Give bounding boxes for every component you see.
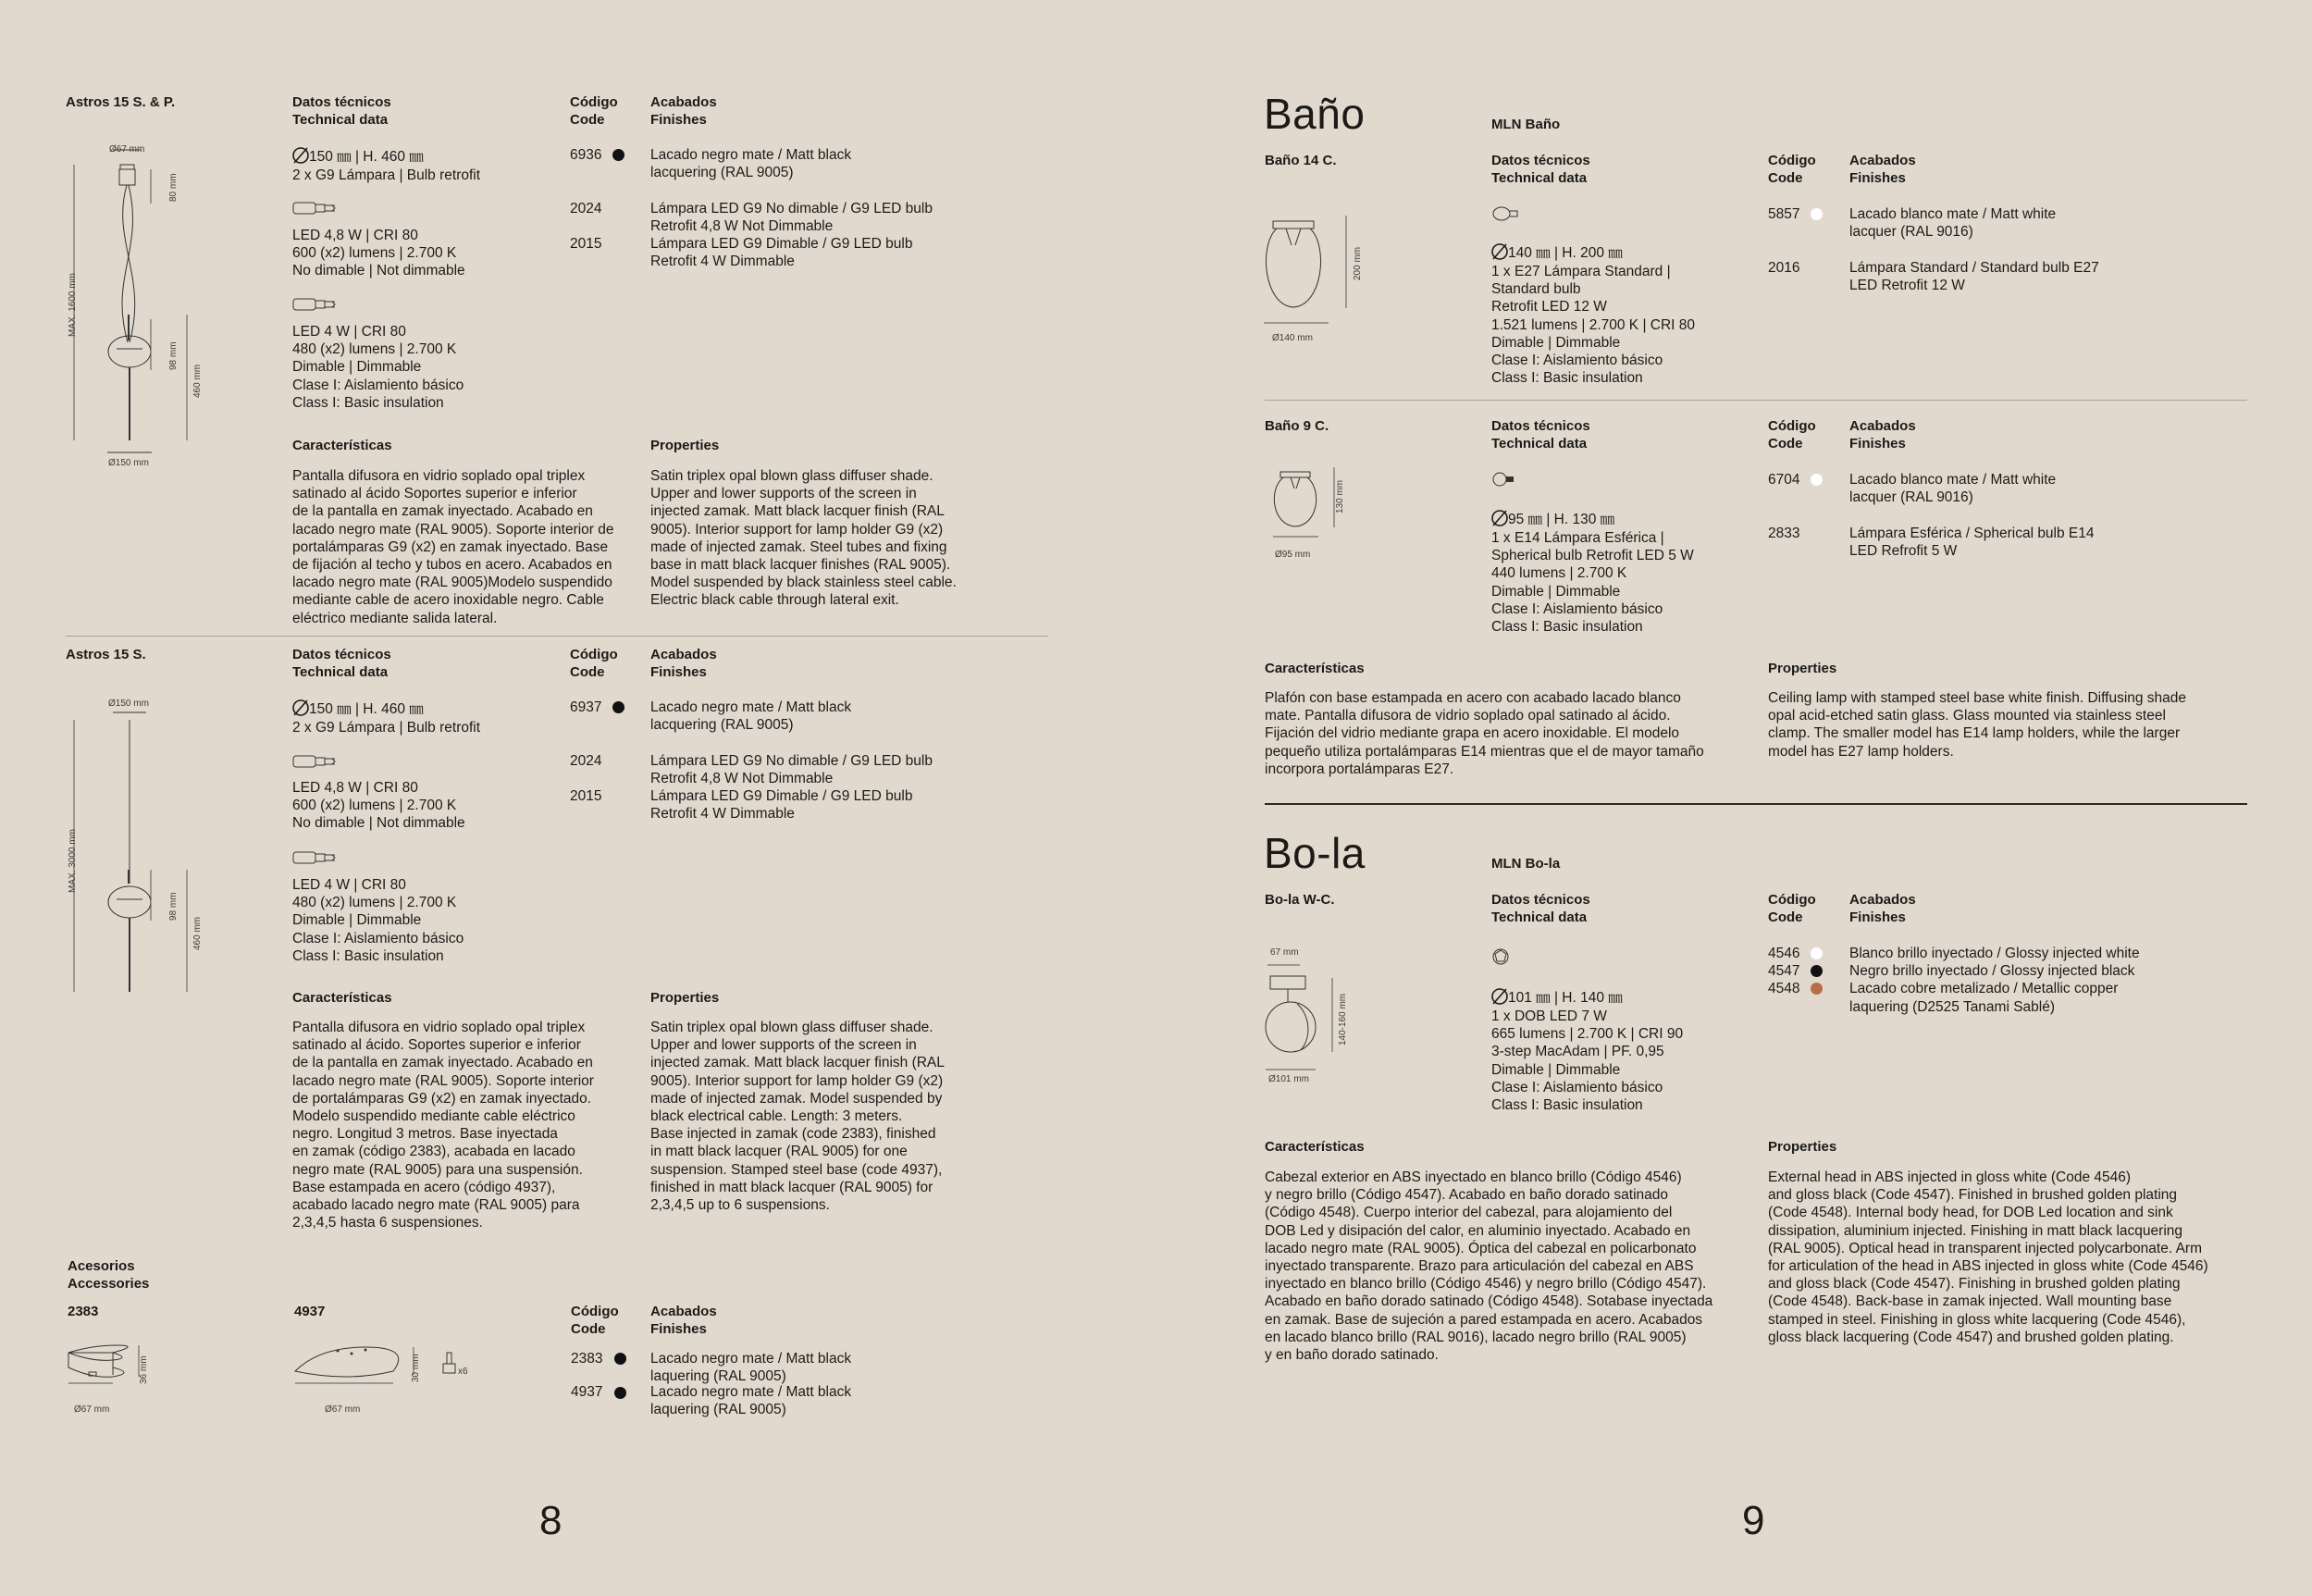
section-title: Bo-la bbox=[1264, 829, 1366, 877]
finish-swatch-black bbox=[612, 149, 624, 161]
properties-text: External head in ABS injected in gloss white (Code 4546) and gloss black (Code 4547). Finished in brushed golden plating (Code 4548). Internal body head, for DOB Led location and sink dissipation, aluminium injected. Finishing in matt black lacquering (RAL 9005). Optical head in transparent injected polycarbonate. Arm for articulation of the head in ABS injected in gloss white (Code 4546) and gloss black (Code 4547). Finishing in brushed golden plating (Code 4548). Back-base in zamak injected. Wall mounting base stamped in steel. Finishing in gloss white lacquering (Code 4546), gloss black lacquering (Code 4547) and brushed golden plating. bbox=[1768, 1169, 2208, 1345]
spec-led-a: LED 4,8 W | CRI 80 600 (x2) lumens | 2.700 K No dimable | Not dimmable bbox=[292, 228, 465, 279]
code: 2024 bbox=[570, 201, 602, 217]
product-name: Bo-la W-C. bbox=[1265, 892, 1335, 908]
spec-led-b: LED 4 W | CRI 80 480 (x2) lumens | 2.700 K Dimable | Dimmable Clase I: Aislamiento básico Class I: Basic insulation bbox=[292, 877, 464, 964]
properties-text: Satin triplex opal blown glass diffuser shade. Upper and lower supports of the screen in injected zamak. Matt black lacquer finish (RAL 9005). Interior support for lamp holder G9 (x2) made of injected zamak. Model suspended by black electrical cable. Length: 3 meters. Base injected in zamak (code 2383), finished in matt black lacquer (RAL 9005) for one suspension. Stamped steel base (code 4937), finished in matt black lacquer (RAL 9005) for 2,3,4,5 up to 6 suspensions. bbox=[650, 1020, 945, 1214]
finishes-heading: Acabados Finishes bbox=[650, 647, 717, 680]
finishes-heading: Acabados Finishes bbox=[650, 94, 717, 128]
code: 4548 bbox=[1768, 981, 1800, 996]
code: 2015 bbox=[570, 236, 602, 252]
code-heading: Código Code bbox=[1768, 418, 1816, 452]
properties-heading: Properties bbox=[1768, 1139, 1837, 1155]
spec-led-a: LED 4,8 W | CRI 80 600 (x2) lumens | 2.700 K No dimable | Not dimmable bbox=[292, 780, 465, 832]
diameter-icon bbox=[292, 699, 309, 716]
finishes-heading: Acabados Finishes bbox=[1849, 892, 1916, 925]
code: 2383 bbox=[571, 1351, 603, 1367]
finish-text: Lacado blanco mate / Matt white lacquer (RAL 9016) bbox=[1849, 206, 2057, 241]
code-heading: Código Code bbox=[1768, 153, 1816, 186]
page-number: 8 bbox=[539, 1498, 563, 1543]
section-divider bbox=[1265, 400, 2247, 401]
base-2383-drawing bbox=[65, 1342, 167, 1406]
diameter-icon bbox=[1491, 988, 1508, 1005]
characteristics-text: Pantalla difusora en vidrio soplado opal triplex satinado al ácido Soportes superior e inferior de la pantalla en zamak inyectado. Acabado en lacado negro mate (RAL 9005). Soporte interior de portalámparas G9 (x2) en zamak inyectado. Base de fijación al techo y tubos en acero. Acabados en lacado negro mate (RAL 9005)Modelo suspendido mediante cable de acero inoxidable negro. Cable eléctrico mediante salida lateral. bbox=[292, 468, 614, 626]
spec-size: 101 ㎜ | H. 140 ㎜ bbox=[1508, 990, 1623, 1006]
finish-swatch-black bbox=[614, 1353, 626, 1365]
properties-text: Satin triplex opal blown glass diffuser shade. Upper and lower supports of the screen in injected zamak. Matt black lacquer finish (RAL 9005). Interior support for lamp holder G9 (x2) made of injected zamak. Steel tubes and fixing base in matt black lacquer finishes (RAL 9005). Model suspended by black stainless steel cable. Electric black cable through lateral exit. bbox=[650, 468, 957, 609]
properties-heading: Properties bbox=[1768, 661, 1837, 676]
spec-size: 150 ㎜ | H. 460 ㎜ bbox=[309, 149, 424, 165]
quantity-label: x6 bbox=[458, 1367, 468, 1377]
code: 2833 bbox=[1768, 526, 1800, 541]
product-name: Baño 14 C. bbox=[1265, 153, 1337, 168]
finish-text: Lámpara Esférica / Spherical bulb E14 LED Refrofit 5 W bbox=[1849, 526, 2095, 560]
code-heading: Código Code bbox=[1768, 892, 1816, 925]
finish-swatch-black bbox=[612, 701, 624, 713]
code: 4547 bbox=[1768, 963, 1800, 979]
dim-width: Ø95 mm bbox=[1275, 550, 1311, 560]
properties-heading: Properties bbox=[650, 990, 720, 1006]
code: 2016 bbox=[1768, 260, 1800, 276]
dim-top: Ø150 mm bbox=[108, 699, 149, 709]
dim-height: 200 mm bbox=[1353, 246, 1363, 280]
finish-text: Lacado negro mate / Matt black laquering (RAL 9005) bbox=[650, 1351, 852, 1385]
tech-heading: Datos técnicos Technical data bbox=[1491, 153, 1590, 186]
dim-height: 36 mm bbox=[139, 1355, 149, 1384]
finishes-heading: Acabados Finishes bbox=[650, 1304, 717, 1337]
accessory-id: 2383 bbox=[68, 1304, 99, 1319]
dim-width: Ø67 mm bbox=[325, 1404, 361, 1415]
dim-max: MAX. 3000 mm bbox=[68, 829, 78, 893]
finish-text: Lámpara LED G9 Dimable / G9 LED bulb Retrofit 4 W Dimmable bbox=[650, 236, 913, 270]
diameter-icon bbox=[1491, 243, 1508, 260]
astros-s-drawing bbox=[56, 703, 213, 999]
dim-c: 460 mm bbox=[192, 364, 203, 398]
section-divider bbox=[1265, 803, 2247, 805]
e14-bulb-icon bbox=[1491, 471, 1521, 488]
finish-swatch-white bbox=[1811, 474, 1823, 486]
tech-heading: Datos técnicos Technical data bbox=[292, 647, 391, 680]
g9-bulb-icon bbox=[292, 754, 339, 769]
g9-bulb-icon bbox=[292, 201, 339, 216]
finish-swatch-white bbox=[1811, 208, 1823, 220]
finish-swatch-black bbox=[1811, 965, 1823, 977]
dim-height: 30 mm bbox=[411, 1354, 421, 1382]
dim-height: 130 mm bbox=[1335, 479, 1345, 513]
g9-bulb-icon bbox=[292, 850, 339, 865]
tech-heading: Datos técnicos Technical data bbox=[292, 94, 391, 128]
spec-led-b: LED 4 W | CRI 80 480 (x2) lumens | 2.700 K Dimable | Dimmable Clase I: Aislamiento básico Class I: Basic insulation bbox=[292, 324, 464, 411]
accessory-id: 4937 bbox=[294, 1304, 326, 1319]
finish-text: Lacado negro mate / Matt black lacquering (RAL 9005) bbox=[650, 699, 852, 734]
dim-b: 98 mm bbox=[168, 341, 179, 370]
finishes-heading: Acabados Finishes bbox=[1849, 153, 1916, 186]
dim-c: 460 mm bbox=[192, 916, 203, 950]
properties-text: Ceiling lamp with stamped steel base white finish. Diffusing shade opal acid-etched satin glass. Glass mounted via stainless steel clamp. The smaller model has E14 lamp holders, while the larger model has E27 lamp holders. bbox=[1768, 690, 2187, 760]
page-number: 9 bbox=[1742, 1498, 1765, 1543]
accessories-heading: Acesorios Accessories bbox=[68, 1258, 150, 1292]
spec-size: 140 ㎜ | H. 200 ㎜ bbox=[1508, 245, 1623, 261]
finish-text: Lacado blanco mate / Matt white lacquer (RAL 9016) bbox=[1849, 472, 2057, 506]
code: 6936 bbox=[570, 147, 602, 163]
finish-text: Lacado negro mate / Matt black laquering (RAL 9005) bbox=[650, 1384, 852, 1418]
code-heading: Código Code bbox=[571, 1304, 619, 1337]
finish-text: Lámpara LED G9 Dimable / G9 LED bulb Retrofit 4 W Dimmable bbox=[650, 788, 913, 823]
finish-swatch-black bbox=[614, 1387, 626, 1399]
characteristics-text: Cabezal exterior en ABS inyectado en blanco brillo (Código 4546) y negro brillo (Código 4547). Acabado en baño dorado satinado (Código 4548). Cuerpo interior del cabezal, para alojamiento del DOB Led y disipación del calor, en aluminio inyectado. Acabado en lacado negro mate (RAL 9005). Óptica del cabezal en policarbonato inyectado transparente. Brazo para articulación del cabezal en ABS inyectado en blanco brillo (Código 4546) y negro brillo (Código 4547). Acabado en baño dorado satinado (Código 4548). Sotabase inyectada en zamak. Base de sujeción a pared estampada en acero. Acabados en lacado blanco brillo (RAL 9016), lacado negro brillo (RAL 9005) y en baño dorado satinado. bbox=[1265, 1169, 1713, 1364]
dim-bottom: Ø150 mm bbox=[108, 458, 149, 468]
code: 4937 bbox=[571, 1384, 603, 1400]
finish-text: Lámpara Standard / Standard bulb E27 LED Retrofit 12 W bbox=[1849, 260, 2099, 294]
diameter-icon bbox=[1491, 510, 1508, 526]
series-name: MLN Baño bbox=[1491, 117, 1561, 132]
code: 2024 bbox=[570, 753, 602, 769]
code: 6937 bbox=[570, 699, 602, 715]
g9-bulb-icon bbox=[292, 297, 339, 312]
finish-text: Lacado negro mate / Matt black lacquering (RAL 9005) bbox=[650, 147, 852, 181]
diameter-icon bbox=[292, 147, 309, 164]
finish-text: Lámpara LED G9 No dimable / G9 LED bulb Retrofit 4,8 W Not Dimmable bbox=[650, 753, 933, 787]
code-heading: Código Code bbox=[570, 94, 618, 128]
dim-top: Ø67 mm bbox=[109, 144, 145, 155]
finish-text: Lámpara LED G9 No dimable / G9 LED bulb Retrofit 4,8 W Not Dimmable bbox=[650, 201, 933, 235]
code: 4546 bbox=[1768, 946, 1800, 961]
dim-width: Ø67 mm bbox=[74, 1404, 110, 1415]
characteristics-heading: Características bbox=[1265, 661, 1365, 676]
code: 2015 bbox=[570, 788, 602, 804]
spec-bulb: 2 x G9 Lámpara | Bulb retrofit bbox=[292, 720, 481, 736]
tech-heading: Datos técnicos Technical data bbox=[1491, 418, 1590, 452]
dob-led-icon bbox=[1491, 947, 1510, 966]
characteristics-text: Pantalla difusora en vidrio soplado opal triplex satinado al ácido. Soportes superior e inferior de la pantalla en zamak inyectado. Acabado en lacado negro mate (RAL 9005). Soporte interior de portalámparas G9 (x2) en zamak inyectado. Modelo suspendido mediante cable eléctrico negro. Longitud 3 metros. Base inyectada en zamak (código 2383), acabada en lacado negro mate (RAL 9005) para una suspensión. Base estampada en acero (código 4937), acabado lacado negro mate (RAL 9005) para 2,3,4,5 hasta 6 suspensiones. bbox=[292, 1020, 594, 1231]
tech-heading: Datos técnicos Technical data bbox=[1491, 892, 1590, 925]
series-name: MLN Bo-la bbox=[1491, 856, 1561, 872]
finish-swatch-copper bbox=[1811, 983, 1823, 995]
dim-b: 98 mm bbox=[168, 892, 179, 921]
e27-bulb-icon bbox=[1491, 205, 1521, 222]
spec-list: 1 x DOB LED 7 W 665 lumens | 2.700 K | CRI 90 3-step MacAdam | PF. 0,95 Dimable | Dimmable Clase I: Aislamiento básico Class I: Basic insulation bbox=[1491, 1008, 1684, 1114]
dim-height: 140-160 mm bbox=[1338, 993, 1348, 1045]
astros-sp-drawing bbox=[56, 139, 213, 490]
code: 5857 bbox=[1768, 206, 1800, 222]
characteristics-heading: Características bbox=[1265, 1139, 1365, 1155]
dim-max: MAX. 1600 mm bbox=[68, 273, 78, 337]
spec-list: 1 x E14 Lámpara Esférica | Spherical bulb Retrofit LED 5 W 440 lumens | 2.700 K Dimable | Dimmable Clase I: Aislamiento básico Class I: Basic insulation bbox=[1491, 530, 1694, 636]
product-name: Astros 15 S. & P. bbox=[66, 94, 176, 110]
finish-swatch-white bbox=[1811, 947, 1823, 959]
characteristics-heading: Características bbox=[292, 990, 392, 1006]
code-heading: Código Code bbox=[570, 647, 618, 680]
dim-width: Ø101 mm bbox=[1268, 1074, 1309, 1084]
product-name: Baño 9 C. bbox=[1265, 418, 1329, 434]
dim-top: 67 mm bbox=[1270, 947, 1299, 958]
base-4937-drawing bbox=[291, 1342, 504, 1406]
spec-size: 95 ㎜ | H. 130 ㎜ bbox=[1508, 512, 1615, 527]
bola-drawing bbox=[1258, 958, 1369, 1078]
finish-text: Blanco brillo inyectado / Glossy injected white Negro brillo inyectado / Glossy injected black Lacado cobre metalizado / Metallic copper laquering (D2525 Tanami Sablé) bbox=[1849, 946, 2140, 1015]
dim-a: 80 mm bbox=[168, 173, 179, 202]
product-name: Astros 15 S. bbox=[66, 647, 146, 662]
characteristics-text: Plafón con base estampada en acero con acabado lacado blanco mate. Pantalla difusora de vidrio soplado opal satinado al ácido. Fijación del vidrio mediante grapa en acero inoxidable. El modelo pequeño utiliza portalámparas E14 mientras que el de mayor tamaño incorpora portalámparas E27. bbox=[1265, 690, 1704, 777]
finishes-heading: Acabados Finishes bbox=[1849, 418, 1916, 452]
spec-list: 1 x E27 Lámpara Standard | Standard bulb Retrofit LED 12 W 1.521 lumens | 2.700 K | CRI 80 Dimable | Dimmable Clase I: Aislamiento básico Class I: Basic insulation bbox=[1491, 264, 1696, 387]
properties-heading: Properties bbox=[650, 438, 720, 453]
bano9-drawing bbox=[1267, 463, 1360, 546]
section-divider bbox=[66, 636, 1048, 637]
code: 6704 bbox=[1768, 472, 1800, 488]
dim-width: Ø140 mm bbox=[1272, 333, 1313, 343]
spec-size: 150 ㎜ | H. 460 ㎜ bbox=[309, 701, 424, 717]
characteristics-heading: Características bbox=[292, 438, 392, 453]
section-title: Baño bbox=[1264, 90, 1366, 138]
spec-bulb: 2 x G9 Lámpara | Bulb retrofit bbox=[292, 167, 481, 183]
